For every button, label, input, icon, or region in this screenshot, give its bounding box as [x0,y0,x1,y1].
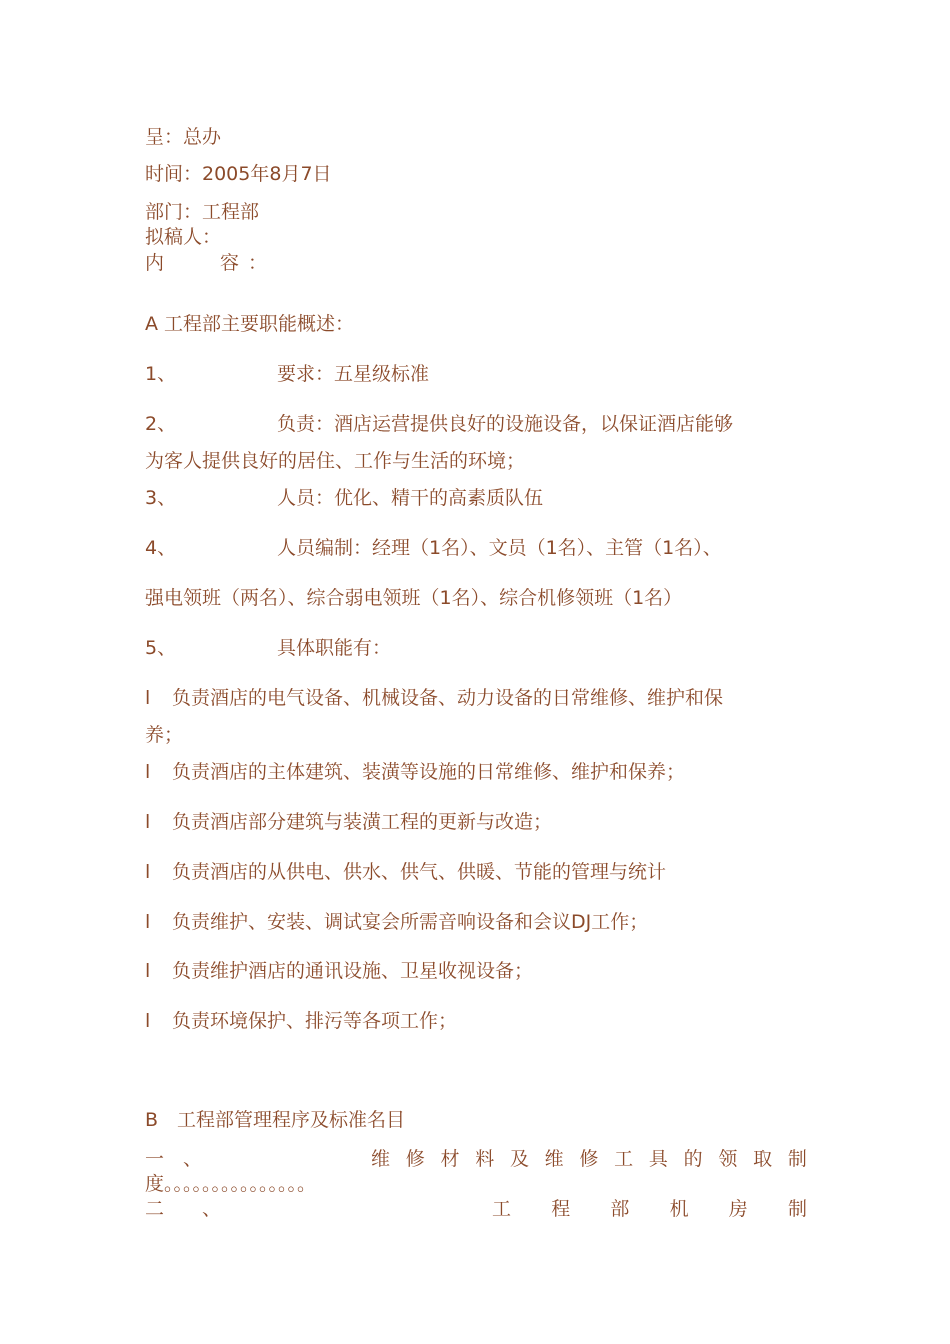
procedure-char: 部 [610,1198,630,1220]
item-text: 负责：酒店运营提供良好的设施设备，以保证酒店能够 [277,413,734,435]
bullet-text: 负责酒店的从供电、供水、供气、供暖、节能的管理与统计 [172,861,667,883]
procedure-char: 领 [718,1148,738,1170]
procedure-char: 及 [509,1148,529,1170]
procedure-char: 制 [787,1198,807,1220]
procedure-char: 取 [753,1148,773,1170]
bullet-text: 负责环境保护、排污等各项工作； [172,1010,458,1032]
item-text-continued: 为客人提供良好的居住、工作与生活的环境； [145,450,526,472]
bullet-marker: l [145,861,151,883]
bullet-marker: l [145,687,151,709]
bullet-text: 负责酒店的主体建筑、装潢等设施的日常维修、维护和保养； [172,761,686,783]
bullet-marker: l [145,960,151,982]
item-text-continued: 强电领班（两名）、综合弱电领班（1名）、综合机修领班（1名） [145,587,683,609]
bullet-text: 负责维护、安装、调试宴会所需音响设备和会议DJ工作； [172,911,649,933]
procedure-number: 二 、 [145,1198,222,1220]
procedure-char: 机 [669,1198,689,1220]
procedure-number: 一 、 [145,1148,203,1170]
bullet-text: 负责酒店的电气设备、机械设备、动力设备的日常维修、维护和保 [172,687,724,709]
item-text: 具体职能有： [277,637,392,659]
procedure-char: 维 [544,1148,564,1170]
item-number: 1、 [145,363,177,385]
procedure-title [492,1200,807,1219]
item-number: 3、 [145,487,177,509]
bullet-marker: l [145,911,151,933]
item-text: 人员：优化、精干的高素质队伍 [277,487,544,509]
content-char: 内 [145,252,165,274]
to-line: 呈：总办 [145,126,222,148]
procedure-char: 修 [579,1148,599,1170]
bullet-marker: l [145,811,151,833]
item-text: 人员编制：经理（1名）、文员（1名）、主管（1名）、 [277,537,722,559]
bullet-text: 负责酒店部分建筑与装潢工程的更新与改造； [172,811,553,833]
bullet-marker: l [145,1010,151,1032]
procedure-char: 料 [475,1148,495,1170]
item-number: 4、 [145,537,177,559]
procedure-char: 程 [551,1198,571,1220]
procedure-char: 的 [683,1148,703,1170]
item-number: 2、 [145,413,177,435]
procedure-title [371,1150,807,1169]
content-char: 容 [220,252,240,274]
procedure-char: 具 [648,1148,668,1170]
dept-line: 部门：工程部 [145,201,260,223]
item-text: 要求：五星级标准 [277,363,430,385]
drafter-line: 拟稿人： [145,226,222,248]
date-line: 时间：2005年8月7日 [145,163,332,185]
procedure-char: 工 [614,1148,634,1170]
procedure-char: 材 [440,1148,460,1170]
procedure-char: 制 [787,1148,807,1170]
procedure-title-continued: 度。。。。。。。。。。。。。。。 [145,1173,317,1195]
section-b-title: B 工程部管理程序及标准名目 [145,1109,406,1131]
procedure-char: 维 [371,1148,391,1170]
bullet-marker: l [145,761,151,783]
procedure-char: 房 [728,1198,748,1220]
bullet-text-continued: 养； [145,724,184,746]
procedure-char: 修 [405,1148,425,1170]
bullet-text: 负责维护酒店的通讯设施、卫星收视设备； [172,960,534,982]
item-number: 5、 [145,637,177,659]
content-char: ： [248,252,268,274]
section-a-title: A 工程部主要职能概述： [145,313,355,335]
procedure-char: 工 [492,1198,512,1220]
